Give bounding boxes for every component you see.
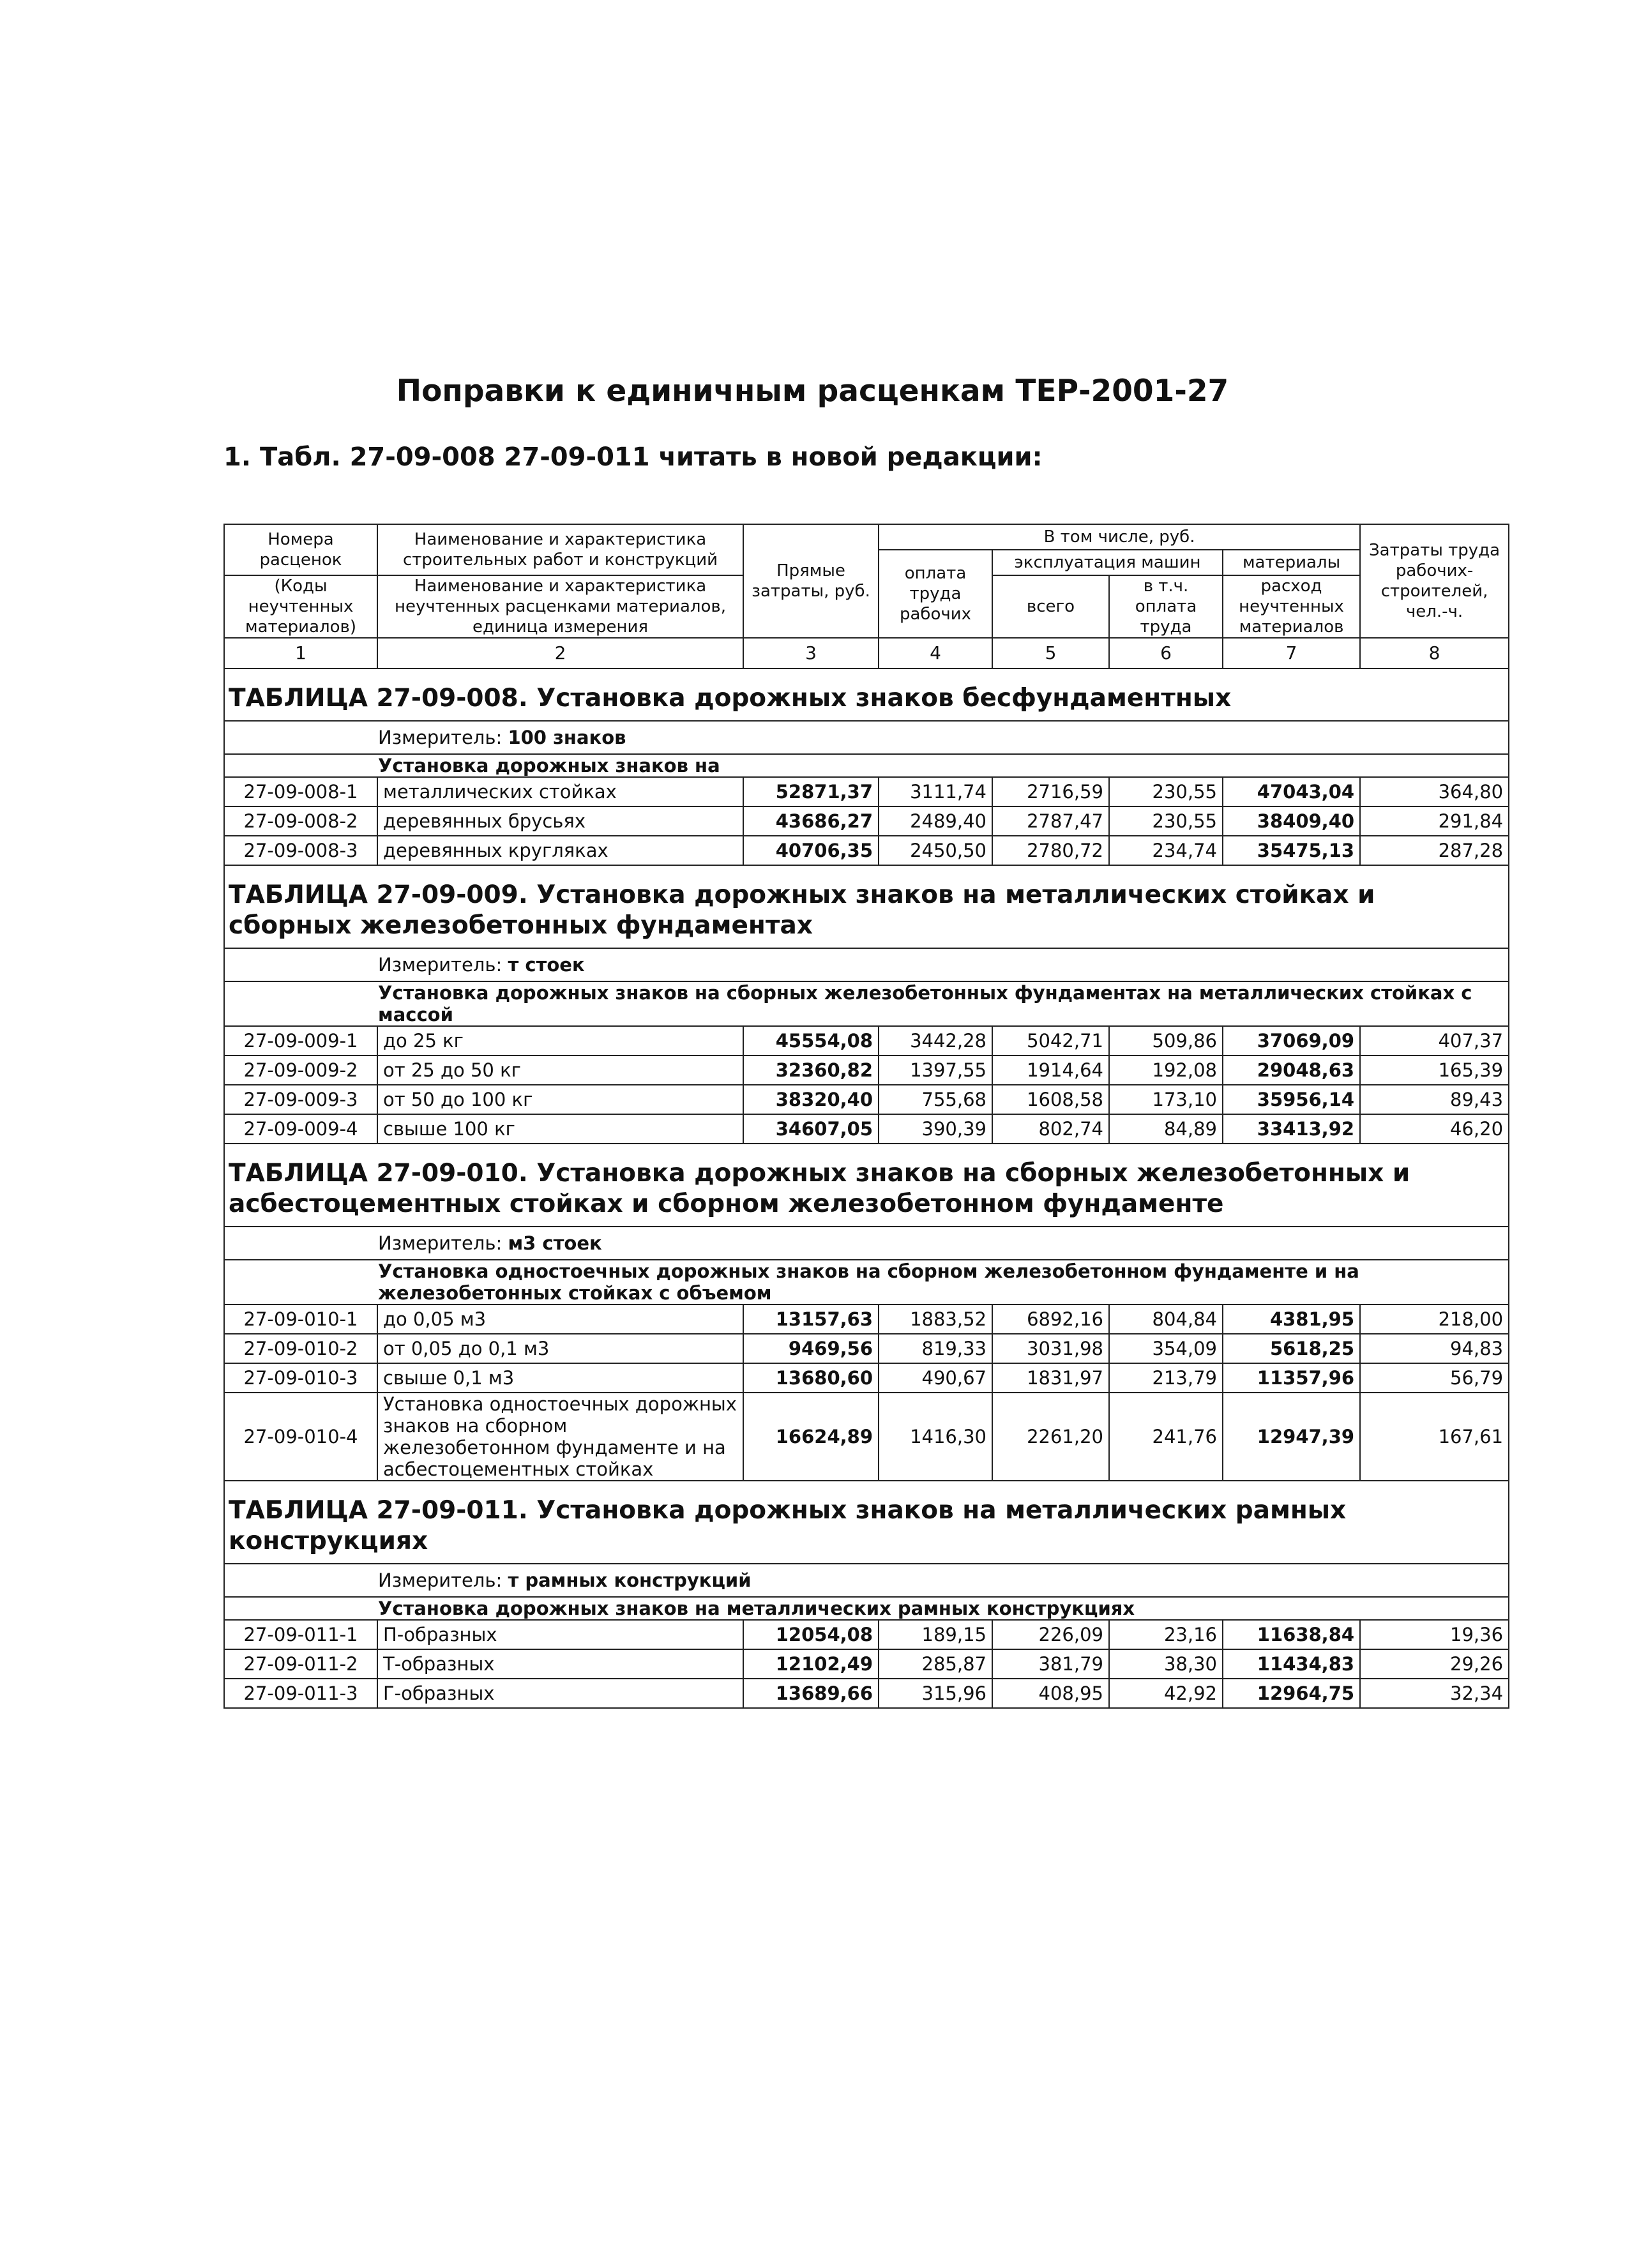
rate-code-cell: 27-09-008-1 <box>224 777 377 806</box>
machines-total-cell: 802,74 <box>992 1114 1109 1144</box>
section-title-row <box>224 669 1509 721</box>
machines-total-cell: 2261,20 <box>992 1393 1109 1481</box>
labor-hours-cell: 94,83 <box>1360 1334 1509 1363</box>
work-name-cell: Т-образных <box>377 1649 743 1679</box>
labor-hours-cell: 56,79 <box>1360 1363 1509 1393</box>
machines-labor-cell: 38,30 <box>1109 1649 1223 1679</box>
column-number: 5 <box>992 638 1109 669</box>
measure-label: Измеритель: <box>378 727 503 748</box>
materials-cell: 4381,95 <box>1223 1304 1360 1334</box>
direct-costs-cell: 45554,08 <box>743 1026 879 1055</box>
labor-pay-cell: 1416,30 <box>879 1393 992 1481</box>
column-number: 4 <box>879 638 992 669</box>
group-row <box>224 981 1509 1026</box>
measure-value: т стоек <box>508 954 585 976</box>
measure-value: м3 стоек <box>508 1232 602 1254</box>
machines-total-cell: 2716,59 <box>992 777 1109 806</box>
rate-code-cell: 27-09-011-3 <box>224 1679 377 1708</box>
labor-pay-cell: 315,96 <box>879 1679 992 1708</box>
table-row <box>224 1085 1509 1114</box>
direct-costs-cell: 13689,66 <box>743 1679 879 1708</box>
direct-costs-cell: 16624,89 <box>743 1393 879 1481</box>
rate-code-cell: 27-09-011-2 <box>224 1649 377 1679</box>
measure-row <box>224 1564 1509 1597</box>
machines-total-cell: 1608,58 <box>992 1085 1109 1114</box>
direct-costs-cell: 13157,63 <box>743 1304 879 1334</box>
rate-code-cell: 27-09-009-2 <box>224 1055 377 1085</box>
table-body <box>224 669 1509 1708</box>
machines-labor-cell: 509,86 <box>1109 1026 1223 1055</box>
column-numbers-row <box>224 638 1509 669</box>
header-material-name: Наименование и характеристика неучтенных расценками материалов, единица измерения <box>377 575 743 638</box>
labor-pay-cell: 3442,28 <box>879 1026 992 1055</box>
labor-hours-cell: 287,28 <box>1360 836 1509 865</box>
work-name-cell: от 25 до 50 кг <box>377 1055 743 1085</box>
measure-unit <box>224 1564 1509 1597</box>
rate-code-cell: 27-09-010-4 <box>224 1393 377 1481</box>
materials-cell: 38409,40 <box>1223 806 1360 836</box>
column-number: 6 <box>1109 638 1223 669</box>
labor-pay-cell: 1883,52 <box>879 1304 992 1334</box>
group-row <box>224 1260 1509 1304</box>
measure-label: Измеритель: <box>378 1232 503 1254</box>
labor-pay-cell: 1397,55 <box>879 1055 992 1085</box>
table-row <box>224 1304 1509 1334</box>
materials-cell: 11638,84 <box>1223 1620 1360 1649</box>
table-row <box>224 1620 1509 1649</box>
rate-code-cell: 27-09-009-3 <box>224 1085 377 1114</box>
header-work-name: Наименование и характеристика строительных работ и конструкций <box>377 524 743 575</box>
table-header <box>224 524 1509 669</box>
section-title: ТАБЛИЦА 27-09-010. Установка дорожных знаков на сборных железобетонных и асбестоцементных стойках и сборном железобетонном фундаменте <box>224 1144 1509 1227</box>
rate-code-cell: 27-09-010-1 <box>224 1304 377 1334</box>
machines-total-cell: 1914,64 <box>992 1055 1109 1085</box>
header-materials-unaccounted: расход неучтенных материалов <box>1223 575 1360 638</box>
table-row <box>224 777 1509 806</box>
machines-total-cell: 381,79 <box>992 1649 1109 1679</box>
labor-hours-cell: 291,84 <box>1360 806 1509 836</box>
work-name-cell: свыше 100 кг <box>377 1114 743 1144</box>
direct-costs-cell: 43686,27 <box>743 806 879 836</box>
measure-value: 100 знаков <box>508 727 626 748</box>
table-row <box>224 1055 1509 1085</box>
group-heading: Установка дорожных знаков на сборных железобетонных фундаментах на металлических стойках с массой <box>224 981 1509 1026</box>
materials-cell: 37069,09 <box>1223 1026 1360 1055</box>
table-row <box>224 1649 1509 1679</box>
table-row <box>224 1679 1509 1708</box>
work-name-cell: металлических стойках <box>377 777 743 806</box>
machines-total-cell: 5042,71 <box>992 1026 1109 1055</box>
header-including: В том числе, руб. <box>879 524 1360 550</box>
machines-labor-cell: 84,89 <box>1109 1114 1223 1144</box>
measure-label: Измеритель: <box>378 1569 503 1591</box>
labor-hours-cell: 218,00 <box>1360 1304 1509 1334</box>
rate-code-cell: 27-09-008-2 <box>224 806 377 836</box>
labor-hours-cell: 407,37 <box>1360 1026 1509 1055</box>
direct-costs-cell: 12054,08 <box>743 1620 879 1649</box>
direct-costs-cell: 12102,49 <box>743 1649 879 1679</box>
materials-cell: 5618,25 <box>1223 1334 1360 1363</box>
header-machines-total: всего <box>992 575 1109 638</box>
rates-table <box>223 524 1509 1709</box>
materials-cell: 47043,04 <box>1223 777 1360 806</box>
labor-hours-cell: 89,43 <box>1360 1085 1509 1114</box>
table-row <box>224 1026 1509 1055</box>
machines-labor-cell: 230,55 <box>1109 777 1223 806</box>
direct-costs-cell: 32360,82 <box>743 1055 879 1085</box>
direct-costs-cell: 34607,05 <box>743 1114 879 1144</box>
work-name-cell: от 50 до 100 кг <box>377 1085 743 1114</box>
measure-label: Измеритель: <box>378 954 503 976</box>
section-title: ТАБЛИЦА 27-09-008. Установка дорожных знаков бесфундаментных <box>224 669 1509 721</box>
rate-code-cell: 27-09-010-2 <box>224 1334 377 1363</box>
measure-value: т рамных конструкций <box>508 1569 752 1591</box>
section-title-row <box>224 1481 1509 1564</box>
machines-total-cell: 408,95 <box>992 1679 1109 1708</box>
materials-cell: 11434,83 <box>1223 1649 1360 1679</box>
machines-total-cell: 3031,98 <box>992 1334 1109 1363</box>
machines-total-cell: 2787,47 <box>992 806 1109 836</box>
materials-cell: 35956,14 <box>1223 1085 1360 1114</box>
header-materials: материалы <box>1223 550 1360 575</box>
machines-labor-cell: 42,92 <box>1109 1679 1223 1708</box>
materials-cell: 35475,13 <box>1223 836 1360 865</box>
machines-total-cell: 6892,16 <box>992 1304 1109 1334</box>
machines-labor-cell: 234,74 <box>1109 836 1223 865</box>
measure-row <box>224 948 1509 981</box>
rate-code-cell: 27-09-011-1 <box>224 1620 377 1649</box>
group-heading: Установка дорожных знаков на металлических рамных конструкциях <box>224 1597 1509 1620</box>
machines-total-cell: 1831,97 <box>992 1363 1109 1393</box>
work-name-cell: П-образных <box>377 1620 743 1649</box>
machines-labor-cell: 230,55 <box>1109 806 1223 836</box>
work-name-cell: до 25 кг <box>377 1026 743 1055</box>
rate-code-cell: 27-09-010-3 <box>224 1363 377 1393</box>
group-heading: Установка одностоечных дорожных знаков на сборном железобетонном фундаменте и на железобетонных стойках с объемом <box>224 1260 1509 1304</box>
header-machines: эксплуатация машин <box>992 550 1223 575</box>
table-row <box>224 806 1509 836</box>
labor-pay-cell: 755,68 <box>879 1085 992 1114</box>
machines-total-cell: 2780,72 <box>992 836 1109 865</box>
work-name-cell: Г-образных <box>377 1679 743 1708</box>
section-title: ТАБЛИЦА 27-09-009. Установка дорожных знаков на металлических стойках и сборных железобетонных фундаментах <box>224 865 1509 948</box>
work-name-cell: до 0,05 м3 <box>377 1304 743 1334</box>
labor-pay-cell: 285,87 <box>879 1649 992 1679</box>
measure-row <box>224 721 1509 754</box>
machines-total-cell: 226,09 <box>992 1620 1109 1649</box>
measure-row <box>224 1227 1509 1260</box>
labor-hours-cell: 29,26 <box>1360 1649 1509 1679</box>
machines-labor-cell: 192,08 <box>1109 1055 1223 1085</box>
document-title: Поправки к единичным расценкам ТЕР-2001-27 <box>396 374 1229 409</box>
table-row <box>224 836 1509 865</box>
direct-costs-cell: 38320,40 <box>743 1085 879 1114</box>
group-heading: Установка дорожных знаков на <box>224 754 1509 777</box>
header-labor-costs: Затраты труда рабочих-строителей, чел.-ч. <box>1360 524 1509 638</box>
labor-pay-cell: 3111,74 <box>879 777 992 806</box>
section-title-row <box>224 1144 1509 1227</box>
column-number: 3 <box>743 638 879 669</box>
materials-cell: 12964,75 <box>1223 1679 1360 1708</box>
header-direct-costs: Прямые затраты, руб. <box>743 524 879 638</box>
header-machines-labor: в т.ч. оплата труда <box>1109 575 1223 638</box>
labor-pay-cell: 2489,40 <box>879 806 992 836</box>
labor-pay-cell: 490,67 <box>879 1363 992 1393</box>
direct-costs-cell: 52871,37 <box>743 777 879 806</box>
group-row <box>224 1597 1509 1620</box>
machines-labor-cell: 173,10 <box>1109 1085 1223 1114</box>
machines-labor-cell: 804,84 <box>1109 1304 1223 1334</box>
labor-hours-cell: 19,36 <box>1360 1620 1509 1649</box>
work-name-cell: от 0,05 до 0,1 м3 <box>377 1334 743 1363</box>
rate-code-cell: 27-09-009-1 <box>224 1026 377 1055</box>
table-row <box>224 1334 1509 1363</box>
materials-cell: 12947,39 <box>1223 1393 1360 1481</box>
labor-pay-cell: 819,33 <box>879 1334 992 1363</box>
header-rate-numbers: Номера расценок <box>224 524 377 575</box>
machines-labor-cell: 213,79 <box>1109 1363 1223 1393</box>
machines-labor-cell: 23,16 <box>1109 1620 1223 1649</box>
section-title: ТАБЛИЦА 27-09-011. Установка дорожных знаков на металлических рамных конструкциях <box>224 1481 1509 1564</box>
direct-costs-cell: 9469,56 <box>743 1334 879 1363</box>
direct-costs-cell: 40706,35 <box>743 836 879 865</box>
labor-pay-cell: 390,39 <box>879 1114 992 1144</box>
group-row <box>224 754 1509 777</box>
header-material-codes: (Коды неучтенных материалов) <box>224 575 377 638</box>
measure-unit <box>224 948 1509 981</box>
work-name-cell: Установка одностоечных дорожных знаков на сборном железобетонном фундаменте и на асбестоцементных стойках <box>377 1393 743 1481</box>
column-number: 8 <box>1360 638 1509 669</box>
header-labor-pay: оплата труда рабочих <box>879 550 992 638</box>
work-name-cell: деревянных кругляках <box>377 836 743 865</box>
labor-hours-cell: 32,34 <box>1360 1679 1509 1708</box>
labor-hours-cell: 167,61 <box>1360 1393 1509 1481</box>
labor-pay-cell: 2450,50 <box>879 836 992 865</box>
work-name-cell: свыше 0,1 м3 <box>377 1363 743 1393</box>
measure-unit <box>224 721 1509 754</box>
column-number: 7 <box>1223 638 1360 669</box>
machines-labor-cell: 354,09 <box>1109 1334 1223 1363</box>
direct-costs-cell: 13680,60 <box>743 1363 879 1393</box>
materials-cell: 29048,63 <box>1223 1055 1360 1085</box>
labor-pay-cell: 189,15 <box>879 1620 992 1649</box>
labor-hours-cell: 46,20 <box>1360 1114 1509 1144</box>
measure-unit <box>224 1227 1509 1260</box>
work-name-cell: деревянных брусьях <box>377 806 743 836</box>
materials-cell: 33413,92 <box>1223 1114 1360 1144</box>
column-number: 2 <box>377 638 743 669</box>
rate-code-cell: 27-09-008-3 <box>224 836 377 865</box>
machines-labor-cell: 241,76 <box>1109 1393 1223 1481</box>
document-subtitle: 1. Табл. 27-09-008 27-09-011 читать в новой редакции: <box>223 442 1043 472</box>
section-title-row <box>224 865 1509 948</box>
column-number: 1 <box>224 638 377 669</box>
labor-hours-cell: 364,80 <box>1360 777 1509 806</box>
rate-code-cell: 27-09-009-4 <box>224 1114 377 1144</box>
materials-cell: 11357,96 <box>1223 1363 1360 1393</box>
labor-hours-cell: 165,39 <box>1360 1055 1509 1085</box>
table-row <box>224 1114 1509 1144</box>
table-row <box>224 1363 1509 1393</box>
table-row <box>224 1393 1509 1481</box>
